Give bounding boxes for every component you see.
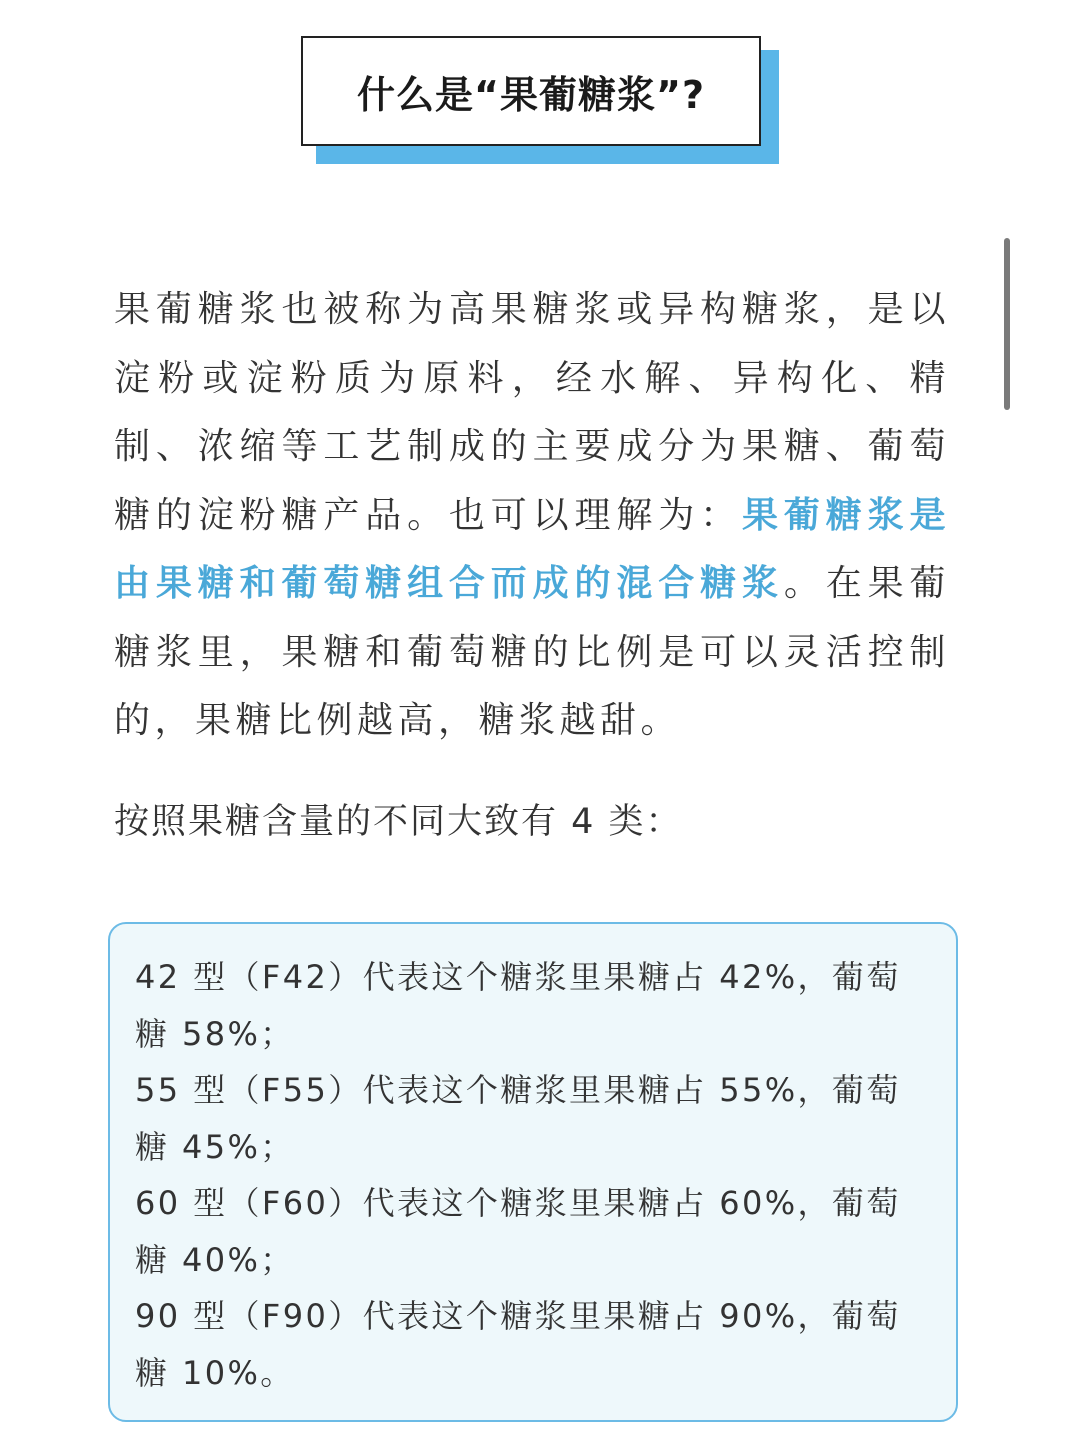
section-title-card	[301, 36, 779, 164]
scrollbar[interactable]	[1004, 238, 1010, 410]
intro-highlight: 果葡糖浆是由果糖和葡萄糖组合而成的混合糖浆	[114, 494, 950, 604]
syrup-types-box	[108, 922, 958, 1422]
syrup-type-f90: 90 型（F90）代表这个糖浆里果糖占 90%，葡萄糖 10%。	[135, 1297, 901, 1392]
intro-text-start: 果葡糖浆也被称为高果糖浆或异构糖浆，是以淀粉或淀粉质为原料，经水解、异构化、精制、浓缩等工艺制成的主要成分为果糖、葡萄糖的淀粉糖产品。也可以理解为：	[114, 289, 950, 536]
syrup-type-f55: 55 型（F55）代表这个糖浆里果糖占 55%，葡萄糖 45%；	[135, 1071, 901, 1166]
syrup-types-list	[135, 949, 935, 1401]
syrup-type-f42: 42 型（F42）代表这个糖浆里果糖占 42%，葡萄糖 58%；	[135, 958, 901, 1053]
types-heading: 按照果糖含量的不同大致有 4 类：	[114, 802, 683, 842]
intro-text-end: 。在果葡糖浆里，果糖和葡萄糖的比例是可以灵活控制的，果糖比例越高，糖浆越甜。	[114, 563, 950, 741]
title-box	[301, 36, 761, 146]
section-title: 什么是“果葡糖浆”?	[357, 72, 705, 117]
intro-paragraph	[114, 276, 950, 756]
syrup-type-f60: 60 型（F60）代表这个糖浆里果糖占 60%，葡萄糖 40%；	[135, 1184, 901, 1279]
